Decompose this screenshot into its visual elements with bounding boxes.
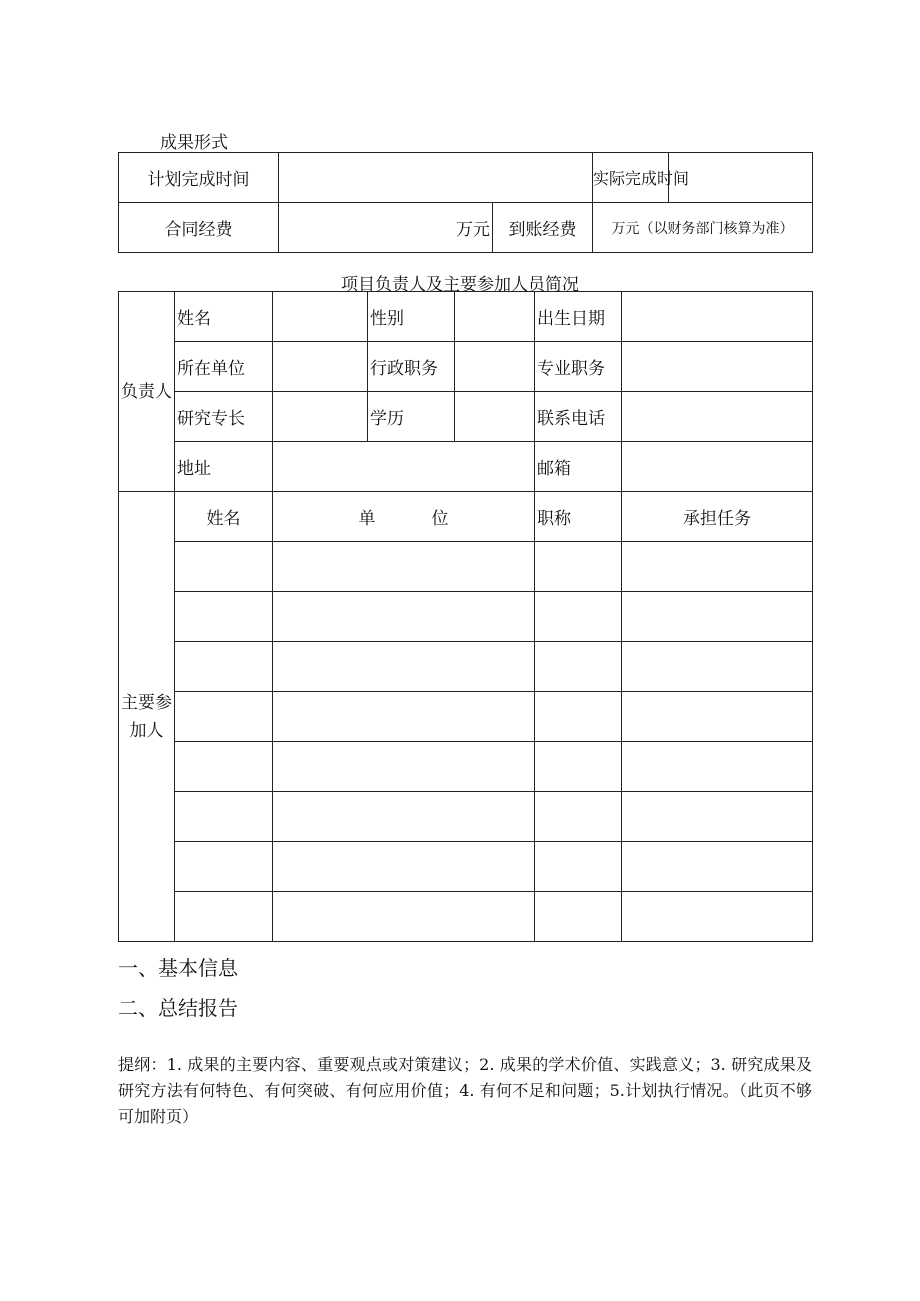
participant-unit-cell[interactable] — [273, 792, 535, 842]
leader-admin-position-field[interactable] — [455, 342, 535, 392]
leader-phone-field[interactable] — [622, 392, 813, 442]
participant-row — [119, 592, 813, 642]
received-funds-label: 到账经费 — [493, 203, 593, 253]
participant-row — [119, 892, 813, 942]
leader-specialty-field[interactable] — [273, 392, 368, 442]
participant-unit-header-b: 位 — [431, 509, 449, 529]
received-funds-field[interactable]: 万元（以财务部门核算为准） — [593, 203, 813, 253]
participant-unit-cell[interactable] — [273, 542, 535, 592]
participant-name-cell[interactable] — [175, 892, 273, 942]
leader-education-field[interactable] — [455, 392, 535, 442]
participant-title-cell[interactable] — [535, 742, 622, 792]
participant-unit-header-a: 单 — [358, 509, 376, 529]
actual-completion-label: 实际完成时间 — [593, 153, 669, 203]
leader-birth-field[interactable] — [622, 292, 813, 342]
participant-task-cell[interactable] — [622, 642, 813, 692]
participant-name-header: 姓名 — [175, 492, 273, 542]
leader-address-field[interactable] — [273, 442, 535, 492]
contract-funds-label: 合同经费 — [119, 203, 279, 253]
participant-unit-header — [273, 492, 535, 542]
participant-name-cell[interactable] — [175, 642, 273, 692]
contract-funds-field[interactable]: 万元 — [279, 203, 493, 253]
participant-title-cell[interactable] — [535, 892, 622, 942]
participant-unit-cell[interactable] — [273, 742, 535, 792]
leader-gender-label: 性别 — [368, 292, 455, 342]
leader-birth-label: 出生日期 — [535, 292, 622, 342]
participant-unit-cell[interactable] — [273, 892, 535, 942]
personnel-table — [118, 291, 813, 942]
personnel-table-title: 项目负责人及主要参加人员简况 — [341, 275, 579, 295]
participant-task-header: 承担任务 — [622, 492, 813, 542]
participant-task-cell[interactable] — [622, 692, 813, 742]
participant-row — [119, 692, 813, 742]
participant-row — [119, 742, 813, 792]
participant-task-cell[interactable] — [622, 542, 813, 592]
participant-task-cell[interactable] — [622, 892, 813, 942]
leader-gender-field[interactable] — [455, 292, 535, 342]
leader-name-field[interactable] — [273, 292, 368, 342]
leader-unit-field[interactable] — [273, 342, 368, 392]
leader-name-label: 姓名 — [175, 292, 273, 342]
leader-address-label: 地址 — [175, 442, 273, 492]
participant-task-cell[interactable] — [622, 742, 813, 792]
participant-title-cell[interactable] — [535, 592, 622, 642]
participant-unit-cell[interactable] — [273, 642, 535, 692]
participant-unit-cell[interactable] — [273, 692, 535, 742]
section-basic-info: 一、基本信息 — [118, 956, 238, 980]
result-form-label: 成果形式 — [160, 133, 228, 153]
participant-title-cell[interactable] — [535, 792, 622, 842]
participant-unit-cell[interactable] — [273, 592, 535, 642]
participant-name-cell[interactable] — [175, 592, 273, 642]
leader-email-label: 邮箱 — [535, 442, 622, 492]
participant-task-cell[interactable] — [622, 792, 813, 842]
participant-task-cell[interactable] — [622, 592, 813, 642]
planned-completion-field[interactable] — [279, 153, 593, 203]
participant-title-header: 职称 — [535, 492, 622, 542]
participant-name-cell[interactable] — [175, 742, 273, 792]
leader-email-field[interactable] — [622, 442, 813, 492]
participant-title-cell[interactable] — [535, 542, 622, 592]
participant-task-cell[interactable] — [622, 842, 813, 892]
leader-section-label: 负责人 — [119, 292, 175, 492]
leader-education-label: 学历 — [368, 392, 455, 442]
summary-outline-text: 提纲：1. 成果的主要内容、重要观点或对策建议；2. 成果的学术价值、实践意义；3. 研究成果及研究方法有何特色、有何突破、有何应用价值；4. 有何不足和问题；5.计划执行情况。（此页不够可加附页） — [118, 1055, 812, 1126]
schedule-funds-table — [118, 152, 813, 253]
planned-completion-label: 计划完成时间 — [119, 153, 279, 203]
participant-name-cell[interactable] — [175, 842, 273, 892]
participant-name-cell[interactable] — [175, 542, 273, 592]
participant-title-cell[interactable] — [535, 692, 622, 742]
leader-phone-label: 联系电话 — [535, 392, 622, 442]
leader-specialty-label: 研究专长 — [175, 392, 273, 442]
leader-unit-label: 所在单位 — [175, 342, 273, 392]
participant-unit-cell[interactable] — [273, 842, 535, 892]
participant-title-cell[interactable] — [535, 642, 622, 692]
section-summary-report: 二、总结报告 — [118, 996, 238, 1020]
participants-section-label: 主要参加人 — [119, 492, 175, 942]
participant-row — [119, 642, 813, 692]
participant-title-cell[interactable] — [535, 842, 622, 892]
participant-row — [119, 542, 813, 592]
participant-row — [119, 842, 813, 892]
leader-admin-position-label: 行政职务 — [368, 342, 455, 392]
participant-name-cell[interactable] — [175, 692, 273, 742]
participant-row — [119, 792, 813, 842]
participant-name-cell[interactable] — [175, 792, 273, 842]
leader-professional-title-field[interactable] — [622, 342, 813, 392]
leader-professional-title-label: 专业职务 — [535, 342, 622, 392]
actual-completion-field[interactable] — [669, 153, 813, 203]
